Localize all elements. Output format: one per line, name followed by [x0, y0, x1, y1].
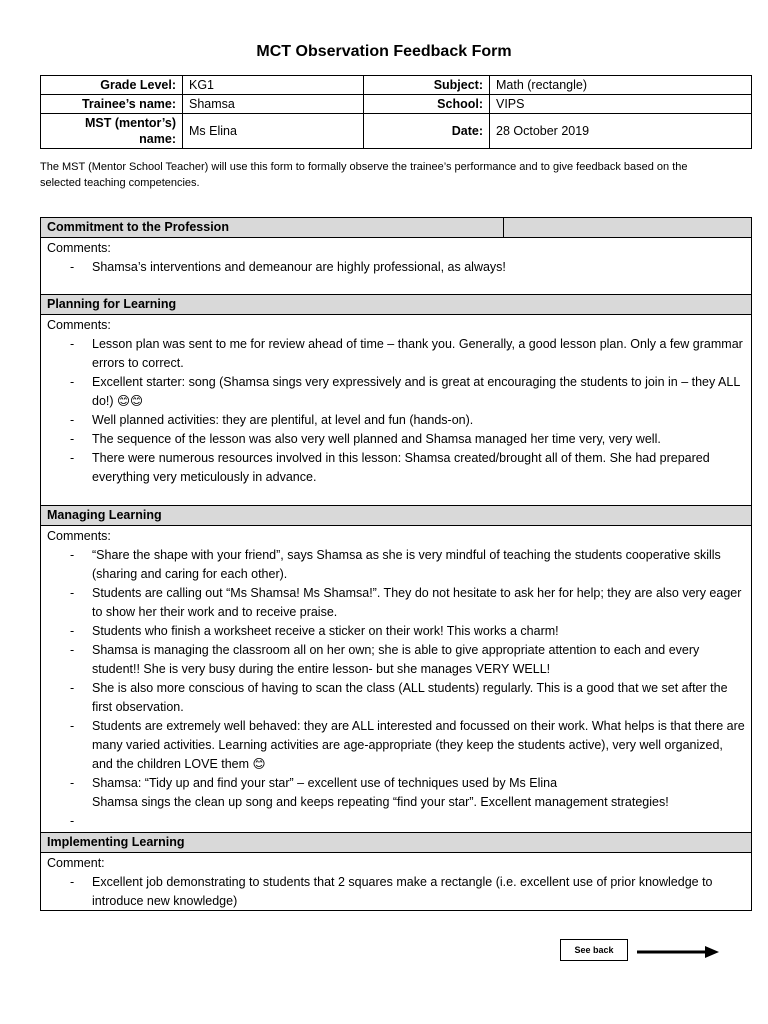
dash-marker: -: [70, 814, 75, 828]
section-body: [41, 853, 751, 910]
comment-list: [47, 335, 745, 487]
dash-marker: -: [70, 776, 75, 790]
list-item: [47, 679, 745, 717]
school-label: School:: [364, 95, 490, 114]
dash-marker: -: [70, 875, 75, 889]
section-heading: [41, 218, 751, 238]
comments-label: Comments:: [47, 529, 111, 543]
comments-label: Comments:: [47, 241, 111, 255]
intro-text: The MST (Mentor School Teacher) will use this form to formally observe the trainee’s performance and to give feedback based on the selected teaching competencies.: [40, 161, 688, 189]
list-item: [47, 411, 745, 430]
dash-marker: -: [70, 624, 75, 638]
comment-text: Excellent job demonstrating to students that 2 squares make a rectangle (i.e. excellent use of prior knowledge to introduce new knowledge): [92, 875, 713, 908]
info-row: [41, 95, 752, 114]
list-item: [47, 258, 745, 277]
comment-text: There were numerous resources involved in this lesson: Shamsa created/brought all of them. She had prepared everything very meticulously in advance.: [92, 451, 710, 484]
comment-text: “Share the shape with your friend”, says Shamsa as she is very mindful of teaching the students cooperative skills (sharing and caring for each other).: [92, 548, 721, 581]
comment-text: Students are extremely well behaved: they are ALL interested and focussed on their work. What helps is that there are many varied activities. Learning activities are age-appropriate (they keep the students active), very well organized, and the children LOVE them 😊: [92, 719, 745, 771]
mst-value: Ms Elina: [183, 114, 364, 149]
dash-marker: -: [70, 643, 75, 657]
comment-text: She is also more conscious of having to scan the class (ALL students) regularly. This is a good that we set after the first observation.: [92, 681, 728, 714]
dash-marker: -: [70, 260, 75, 274]
section-heading: [41, 506, 751, 526]
grade-label: Grade Level:: [41, 76, 183, 95]
dash-marker: -: [70, 432, 75, 446]
right-arrow-icon: [635, 942, 721, 962]
info-row: [41, 76, 752, 95]
comment-text: The sequence of the lesson was also very well planned and Shamsa managed her time very, very well.: [92, 432, 661, 446]
list-item: [47, 774, 745, 793]
school-value: VIPS: [490, 95, 752, 114]
list-item: [47, 430, 745, 449]
section-body: [41, 526, 751, 833]
list-item: [47, 717, 745, 774]
dash-marker: -: [70, 719, 75, 733]
dash-marker: -: [70, 337, 75, 351]
comment-list: [47, 258, 745, 277]
section-heading-text: Commitment to the Profession: [47, 220, 229, 234]
info-table: [40, 75, 752, 149]
list-item: [47, 546, 745, 584]
date-label: Date:: [364, 114, 490, 149]
list-item: [47, 622, 745, 641]
grade-value: KG1: [183, 76, 364, 95]
section-heading-text: Implementing Learning: [47, 835, 185, 849]
comment-text: Well planned activities: they are plentiful, at level and fun (hands-on).: [92, 413, 474, 427]
section-heading-text: Managing Learning: [47, 508, 162, 522]
dash-marker: -: [70, 586, 75, 600]
list-item: [47, 641, 745, 679]
comments-label: Comments:: [47, 318, 111, 332]
list-item: [47, 335, 745, 373]
form-title: MCT Observation Feedback Form: [256, 43, 512, 60]
mst-label: MST (mentor’s) name:: [41, 114, 183, 149]
comment-text: Lesson plan was sent to me for review ahead of time – thank you. Generally, a good lesson plan. Only a few grammar errors to correct.: [92, 337, 743, 370]
dash-marker: -: [70, 413, 75, 427]
comment-list: [47, 873, 745, 911]
trainee-label: Trainee’s name:: [41, 95, 183, 114]
section-body: [41, 315, 751, 506]
section-body: [41, 238, 751, 295]
comment-text: Shamsa’s interventions and demeanour are highly professional, as always!: [92, 260, 506, 274]
dash-marker: -: [70, 375, 75, 389]
dash-marker: -: [70, 681, 75, 695]
comment-text: Students who finish a worksheet receive a sticker on their work! This works a charm!: [92, 624, 559, 638]
info-row: [41, 114, 752, 149]
subject-value: Math (rectangle): [490, 76, 752, 95]
section-heading: [41, 833, 751, 853]
dash-marker: -: [70, 548, 75, 562]
comments-label: Comment:: [47, 856, 105, 870]
trainee-value: Shamsa: [183, 95, 364, 114]
comment-text: Shamsa: “Tidy up and find your star” – excellent use of techniques used by Ms Elina: [92, 776, 558, 790]
feedback-table: [40, 217, 752, 911]
comment-text: Shamsa is managing the classroom all on her own; she is able to give appropriate attention to each and every student!! She is very busy during the entire lesson- but she manages VERY WELL!: [92, 643, 700, 676]
list-item: [47, 449, 745, 487]
list-item: [47, 373, 745, 411]
section-heading-text: Planning for Learning: [47, 297, 177, 311]
comment-text: Students are calling out “Ms Shamsa! Ms Shamsa!”. They do not hesitate to ask her for help; they are also very eager to show her their work and to receive praise.: [92, 586, 742, 619]
list-item: [47, 584, 745, 622]
subject-label: Subject:: [364, 76, 490, 95]
comment-continuation: Shamsa sings the clean up song and keeps repeating “find your star”. Excellent management strategies!: [92, 795, 669, 809]
comment-text: Excellent starter: song (Shamsa sings very expressively and is great at encouraging the students to join in – they ALL do!) 😊😊: [92, 375, 740, 408]
comment-list: [47, 546, 745, 793]
section-heading: [41, 295, 751, 315]
dash-marker: -: [70, 451, 75, 465]
date-value: 28 October 2019: [490, 114, 752, 149]
heading-divider: [503, 218, 504, 237]
see-back-box: See back: [560, 939, 628, 961]
list-item: [47, 873, 745, 911]
